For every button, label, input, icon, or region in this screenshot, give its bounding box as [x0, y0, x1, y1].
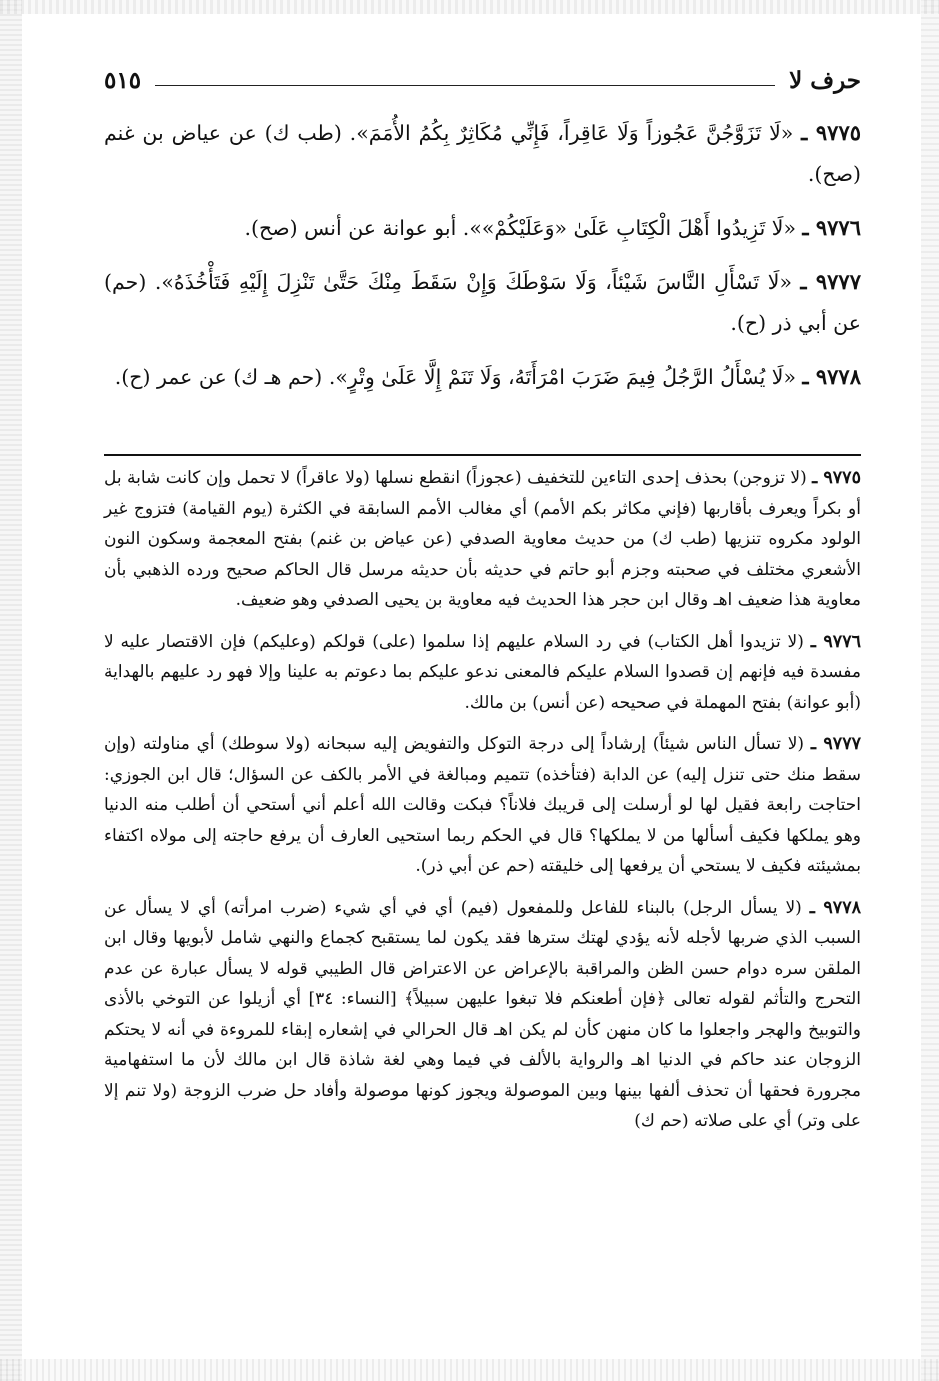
commentary-number: ٩٧٧٦ ـ [810, 631, 861, 652]
commentary-entry [104, 893, 861, 1137]
text-commentary-divider [104, 454, 861, 456]
hadith-entry [104, 261, 861, 344]
commentary-entry [104, 627, 861, 719]
hadith-number: ٩٧٧٦ ـ [802, 215, 861, 240]
commentary-entry [104, 729, 861, 882]
running-header [104, 60, 861, 94]
hadith-text: «لَا تَزَوَّجُنَّ عَجُوزاً وَلَا عَاقِراً، فَإِنِّي مُكَاثِرٌ بِكُمُ الأُمَمَ». (طب ك) عن عياض بن غنم (صح). [104, 121, 861, 186]
commentary-entry [104, 463, 861, 616]
hadith-texts [104, 112, 861, 444]
scan-edge-right [921, 0, 939, 1381]
header-rule [155, 85, 775, 86]
hadith-entry [104, 207, 861, 249]
page-number: ٥١٥ [104, 67, 142, 94]
commentary-number: ٩٧٧٥ ـ [812, 468, 861, 488]
scan-edge-top [0, 0, 939, 14]
commentary-number: ٩٧٧٧ ـ [810, 734, 861, 754]
hadith-number: ٩٧٧٥ ـ [801, 120, 862, 145]
hadith-text: «لَا يُسْأَلُ الرَّجُلُ فِيمَ ضَرَبَ امْرَأَتَهُ، وَلَا تَنَمْ إِلَّا عَلَىٰ وِتْرٍ». (حم هـ ك) عن عمر (ح). [114, 365, 797, 389]
scan-edge-left [0, 0, 22, 1381]
chapter-title: حرف لا [789, 67, 861, 94]
hadith-text: «لَا تَسْأَلِ النَّاسَ شَيْئاً، وَلَا سَوْطَكَ وَإِنْ سَقَطَ مِنْكَ حَتَّىٰ تَنْزِلَ إِلَيْهِ فَتَأْخُذَهُ». (حم) عن أبي ذر (ح). [104, 270, 861, 335]
commentary-text: (لا تزوجن) بحذف إحدى التاءين للتخفيف (عجوزاً) انقطع نسلها (ولا عاقراً) لا تحمل وإن كانت شابة بل أو بكراً ويعرف بأقاربها (فإني مكاثر بكم الأمم) أي مغالب الأمم السابقة في الكثرة (يوم القيامة) فتزوج غير الولود مكروه تنزيها (طب ك) من حديث معاوية الصدفي (عن عياض بن غنم) بفتح المعجمة وسكون النون الأشعري مختلف في صحبته وجزم أبو حاتم في حديثه بأن حديثه مرسل قال الحاكم صحيح ورده الذهبي بأن معاوية هذا ضعيف اهـ وقال ابن حجر هذا الحديث فيه معاوية بن يحيى الصدفي وهو ضعيف. [104, 468, 861, 610]
scan-edge-bottom [0, 1359, 939, 1381]
hadith-number: ٩٧٧٨ ـ [802, 364, 861, 389]
commentary-text: (لا يسأل الرجل) بالبناء للفاعل وللمفعول (فيم) أي في أي شيء (ضرب امرأته) أي لا يسأل عن السبب الذي ضربها لأجله لأنه يؤدي لهتك سترها فقد يكون لما يستقبح كجماع والنهي شامل لأبويها وقال ابن الملقن سره دوام حسن الظن والمراقبة بالإعراض عن الاعتراض قال الطيبي قوله لا يسأل عبارة عن عدم التحرج والتأثم لقوله تعالى ﴿فإن أطعنكم فلا تبغوا عليهن سبيلاً﴾ [النساء: ٣٤] أي أزيلوا عن التوخي بالأذى والتوبيخ والهجر واجعلوا ما كان منهن كأن لم يكن اهـ قال الحرالي في إشعاره إبقاء للمروءة في أنه لا يحتكم الزوجان عند حاكم في الدنيا اهـ والرواية بالألف في فيما وهي لغة شاذة قال ابن مالك لأن ما استفهامية مجرورة فحقها أن تحذف ألفها بينها وبين الموصولة ويجوز كونها موصولة وأفاد حل ضرب الزوجة (ولا تنم إلا على وتر) أي على صلاته (حم ك) [104, 897, 861, 1131]
commentary-section [104, 463, 861, 1343]
commentary-text: (لا تسأل الناس شيئاً) إرشاداً إلى درجة التوكل والتفويض إليه سبحانه (ولا سوطك) أي مناولته (وإن سقط منك حتى تنزل إليه) عن الدابة (فتأخذه) تتميم ومبالغة في الأمر بالكف عن السؤال؛ قال ابن الجوزي: احتاجت رابعة فقيل لها لو أرسلت إلى قريبك فلاناً؟ فبكت وقالت الله أعلم أني أستحي أن أطلب منه الدنيا وهو يملكها فكيف أسألها من لا يملكها؟ قال في الحكم ربما استحيى العارف أن يرفع حاجته إلى مولاه اكتفاء بمشيئته فكيف لا يستحي أن يرفعها إلى خليقته (حم عن أبي ذر). [104, 734, 861, 876]
hadith-text: «لَا تَزِيدُوا أَهْلَ الْكِتَابِ عَلَىٰ «وَعَلَيْكُمْ»». أبو عوانة عن أنس (صح). [244, 216, 797, 240]
commentary-text: (لا تزيدوا أهل الكتاب) في رد السلام عليهم إذا سلموا (على) قولكم (وعليكم) فإن الاقتصار عليه لا مفسدة فيه فإنهم إن قصدوا السلام عليكم فالمعنى ندعو عليكم بما دعوتم به علينا وإلا فهو رد عليهم بالهداية (أبو عوانة) بفتح المهملة في صحيحه (عن أنس) بن مالك. [104, 631, 861, 713]
hadith-entry [104, 356, 861, 398]
commentary-number: ٩٧٧٨ ـ [809, 897, 861, 918]
hadith-entry [104, 112, 861, 195]
hadith-number: ٩٧٧٧ ـ [800, 269, 861, 294]
